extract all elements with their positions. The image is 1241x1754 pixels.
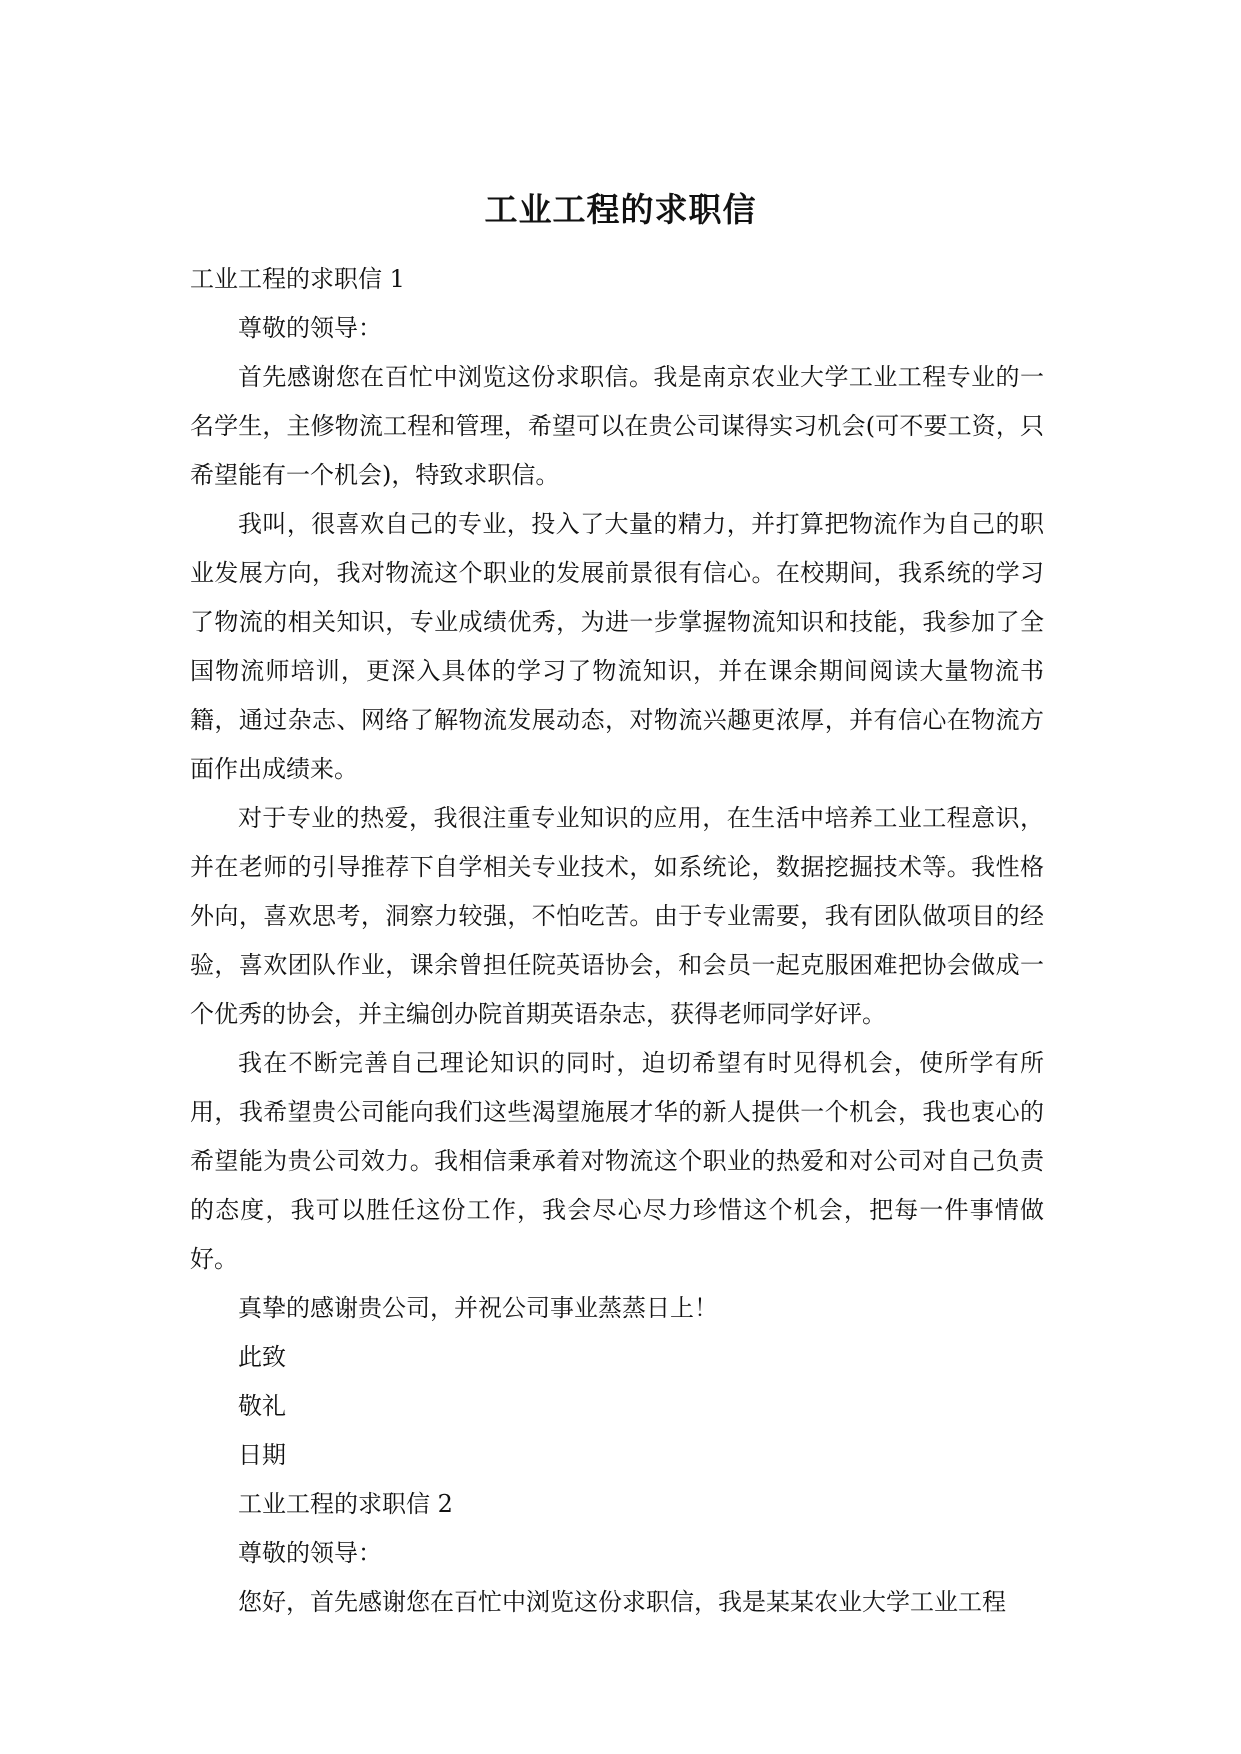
paragraph-intro: 首先感谢您在百忙中浏览这份求职信。我是南京农业大学工业工程专业的一名学生，主修物流工程和管理，希望可以在贵公司谋得实习机会(可不要工资，只希望能有一个机会)，特致求职信。 xyxy=(190,363,1044,489)
document-title: 工业工程的求职信 xyxy=(484,190,757,229)
section-heading-2: 工业工程的求职信 2 xyxy=(238,1490,453,1518)
paragraph-aspiration: 我在不断完善自己理论知识的同时，迫切希望有时见得机会，使所学有所用，我希望贵公司能向我们这些渴望施展才华的新人提供一个机会，我也衷心的希望能为贵公司效力。我相信秉承着对物流这个职业的热爱和对公司对自己负责的态度，我可以胜任这份工作，我会尽心尽力珍惜这个机会，把每一件事情做好。 xyxy=(190,1049,1044,1273)
closing-jingli: 敬礼 xyxy=(238,1392,286,1420)
section-heading-1: 工业工程的求职信 1 xyxy=(190,265,405,293)
salutation-2: 尊敬的领导： xyxy=(238,1539,382,1567)
paragraph-intro-2: 您好，首先感谢您在百忙中浏览这份求职信，我是某某农业大学工业工程 xyxy=(238,1588,1006,1616)
date-label: 日期 xyxy=(238,1441,286,1469)
document-body xyxy=(190,255,1044,1627)
salutation: 尊敬的领导： xyxy=(238,314,382,342)
paragraph-skills: 对于专业的热爱，我很注重专业知识的应用，在生活中培养工业工程意识，并在老师的引导推荐下自学相关专业技术，如系统论，数据挖掘技术等。我性格外向，喜欢思考，洞察力较强，不怕吃苦。由于专业需要，我有团队做项目的经验，喜欢团队作业，课余曾担任院英语协会，和会员一起克服困难把协会做成一个优秀的协会，并主编创办院首期英语杂志，获得老师同学好评。 xyxy=(190,804,1044,1028)
paragraph-interest: 我叫，很喜欢自己的专业，投入了大量的精力，并打算把物流作为自己的职业发展方向，我对物流这个职业的发展前景很有信心。在校期间，我系统的学习了物流的相关知识，专业成绩优秀，为进一步掌握物流知识和技能，我参加了全国物流师培训，更深入具体的学习了物流知识，并在课余期间阅读大量物流书籍，通过杂志、网络了解物流发展动态，对物流兴趣更浓厚，并有信心在物流方面作出成绩来。 xyxy=(190,510,1044,783)
closing-thanks: 真挚的感谢贵公司，并祝公司事业蒸蒸日上！ xyxy=(238,1294,718,1322)
closing-cizhi: 此致 xyxy=(238,1343,286,1371)
